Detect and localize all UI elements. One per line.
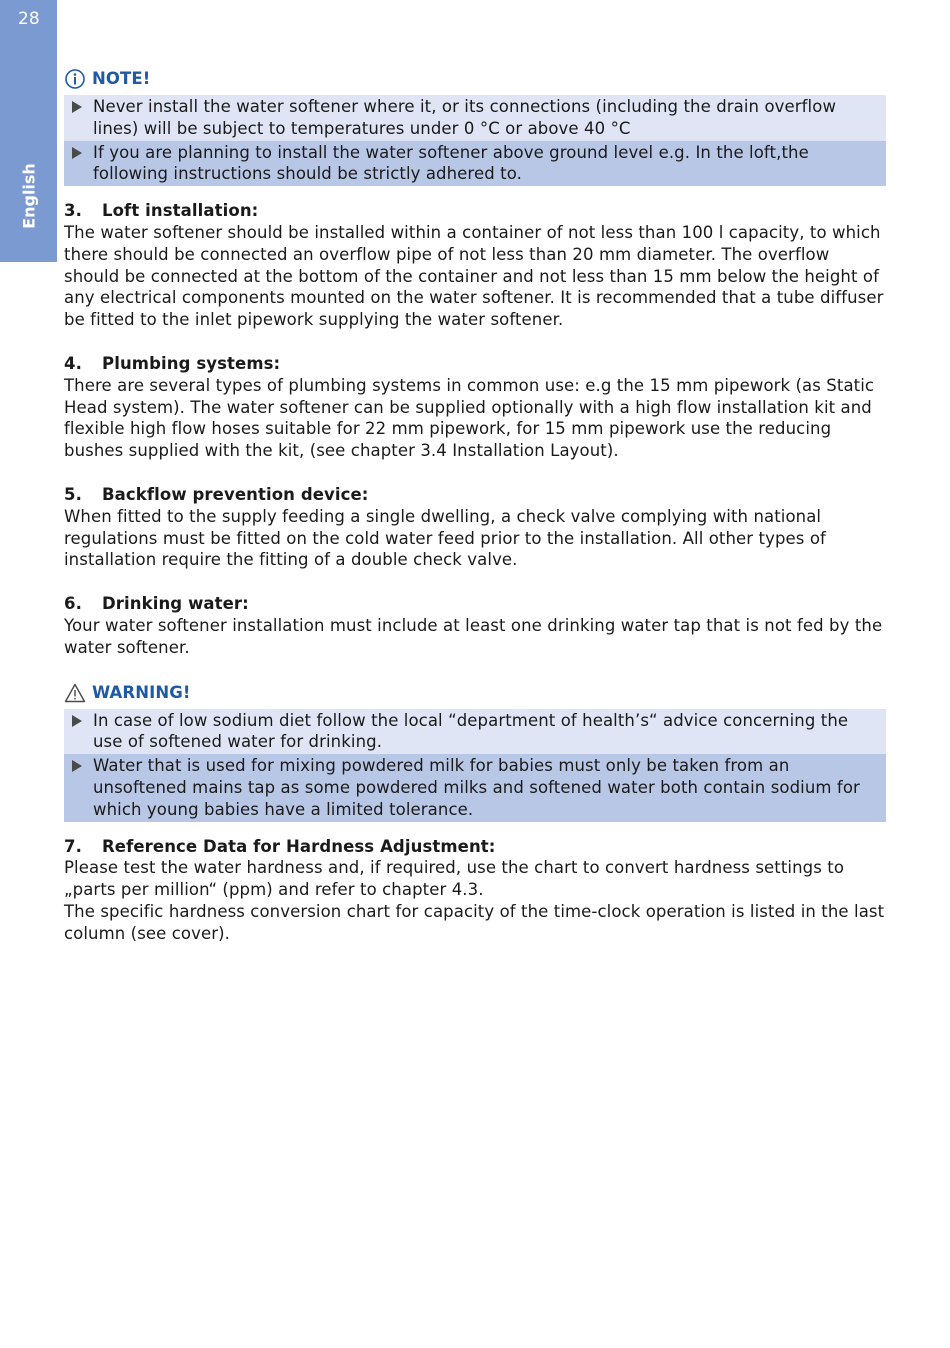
warning-item-text: In case of low sodium diet follow the local “department of health’s“ advice concerning the use of softened water for drinking.: [93, 710, 849, 752]
section-paragraph: When fitted to the supply feeding a single dwelling, a check valve complying with national regulations must be fitted on the cold water feed prior to the installation. All other types of installation require the fitting of a double check valve.: [64, 506, 826, 570]
note-item-text: Never install the water softener where it, or its connections (including the drain overflow lines) will be subject to temperatures under 0 °C or above 40 °C: [93, 97, 837, 138]
warning-heading: [64, 681, 886, 705]
language-label: English: [19, 163, 39, 229]
warning-item: [64, 754, 886, 821]
bullet-arrow-icon: [72, 760, 82, 772]
section-title: [64, 200, 886, 222]
page-content: [64, 67, 886, 945]
bullet-arrow-icon: [72, 147, 82, 159]
section-paragraph: The specific hardness conversion chart for capacity of the time-clock operation is listed in the last column (see cover).: [64, 901, 885, 943]
info-icon: [64, 68, 86, 90]
note-heading-text: NOTE!: [92, 69, 151, 89]
note-heading: [64, 67, 886, 91]
warning-item: [64, 709, 886, 755]
section-title-text: Drinking water:: [102, 594, 249, 614]
bullet-arrow-icon: [72, 101, 82, 113]
warning-item-text: Water that is used for mixing powdered milk for babies must only be taken from an unsoftened mains tap as some powdered milks and softened water both contain sodium for which young babies have a limited tolerance.: [93, 756, 860, 819]
section-paragraph: The water softener should be installed within a container of not less than 100 l capacity, to which there should be connected an overflow pipe of not less than 20 mm diameter. The overflow should be connected at the bottom of the container and not less than 15 mm below the height of any electrical components mounted on the water softener. It is recommended that a tube diffuser be fitted to the inlet pipework supplying the water softener.: [64, 222, 884, 330]
note-item: [64, 141, 886, 187]
bullet-arrow-icon: [72, 715, 82, 727]
section-title-text: Reference Data for Hardness Adjustment:: [102, 836, 496, 856]
note-item-text: If you are planning to install the water softener above ground level e.g. In the loft,the following instructions should be strictly adhered to.: [93, 142, 809, 184]
section-number: 4.: [64, 353, 82, 373]
note-item: [64, 95, 886, 141]
side-tab: [0, 0, 57, 262]
section-paragraph: There are several types of plumbing systems in common use: e.g the 15 mm pipework (as Static Head system). The water softener can be supplied optionally with a high flow installation kit and flexible high flow hoses suitable for 22 mm pipework, for 15 mm pipework use the reducing bushes supplied with the kit, (see chapter 3.4 Installation Layout).: [64, 375, 875, 461]
section-title: [64, 484, 886, 506]
section-title: [64, 353, 886, 375]
warning-triangle-icon: [64, 682, 86, 704]
section-title-text: Plumbing systems:: [102, 353, 281, 373]
section-title-text: Backflow prevention device:: [102, 484, 369, 504]
section-number: 6.: [64, 594, 82, 614]
section-number: 7.: [64, 836, 82, 856]
warning-heading-text: WARNING!: [92, 682, 191, 702]
section-title: [64, 836, 886, 858]
section-number: 5.: [64, 484, 82, 504]
page-number: 28: [18, 9, 40, 29]
section-number: 3.: [64, 201, 82, 221]
section-title-text: Loft installation:: [102, 201, 259, 221]
section-paragraph: Your water softener installation must include at least one drinking water tap that is not fed by the water softener.: [64, 615, 883, 657]
section-paragraph: Please test the water hardness and, if required, use the chart to convert hardness settings to „parts per million“ (ppm) and refer to chapter 4.3.: [64, 858, 845, 900]
section-title: [64, 593, 886, 615]
